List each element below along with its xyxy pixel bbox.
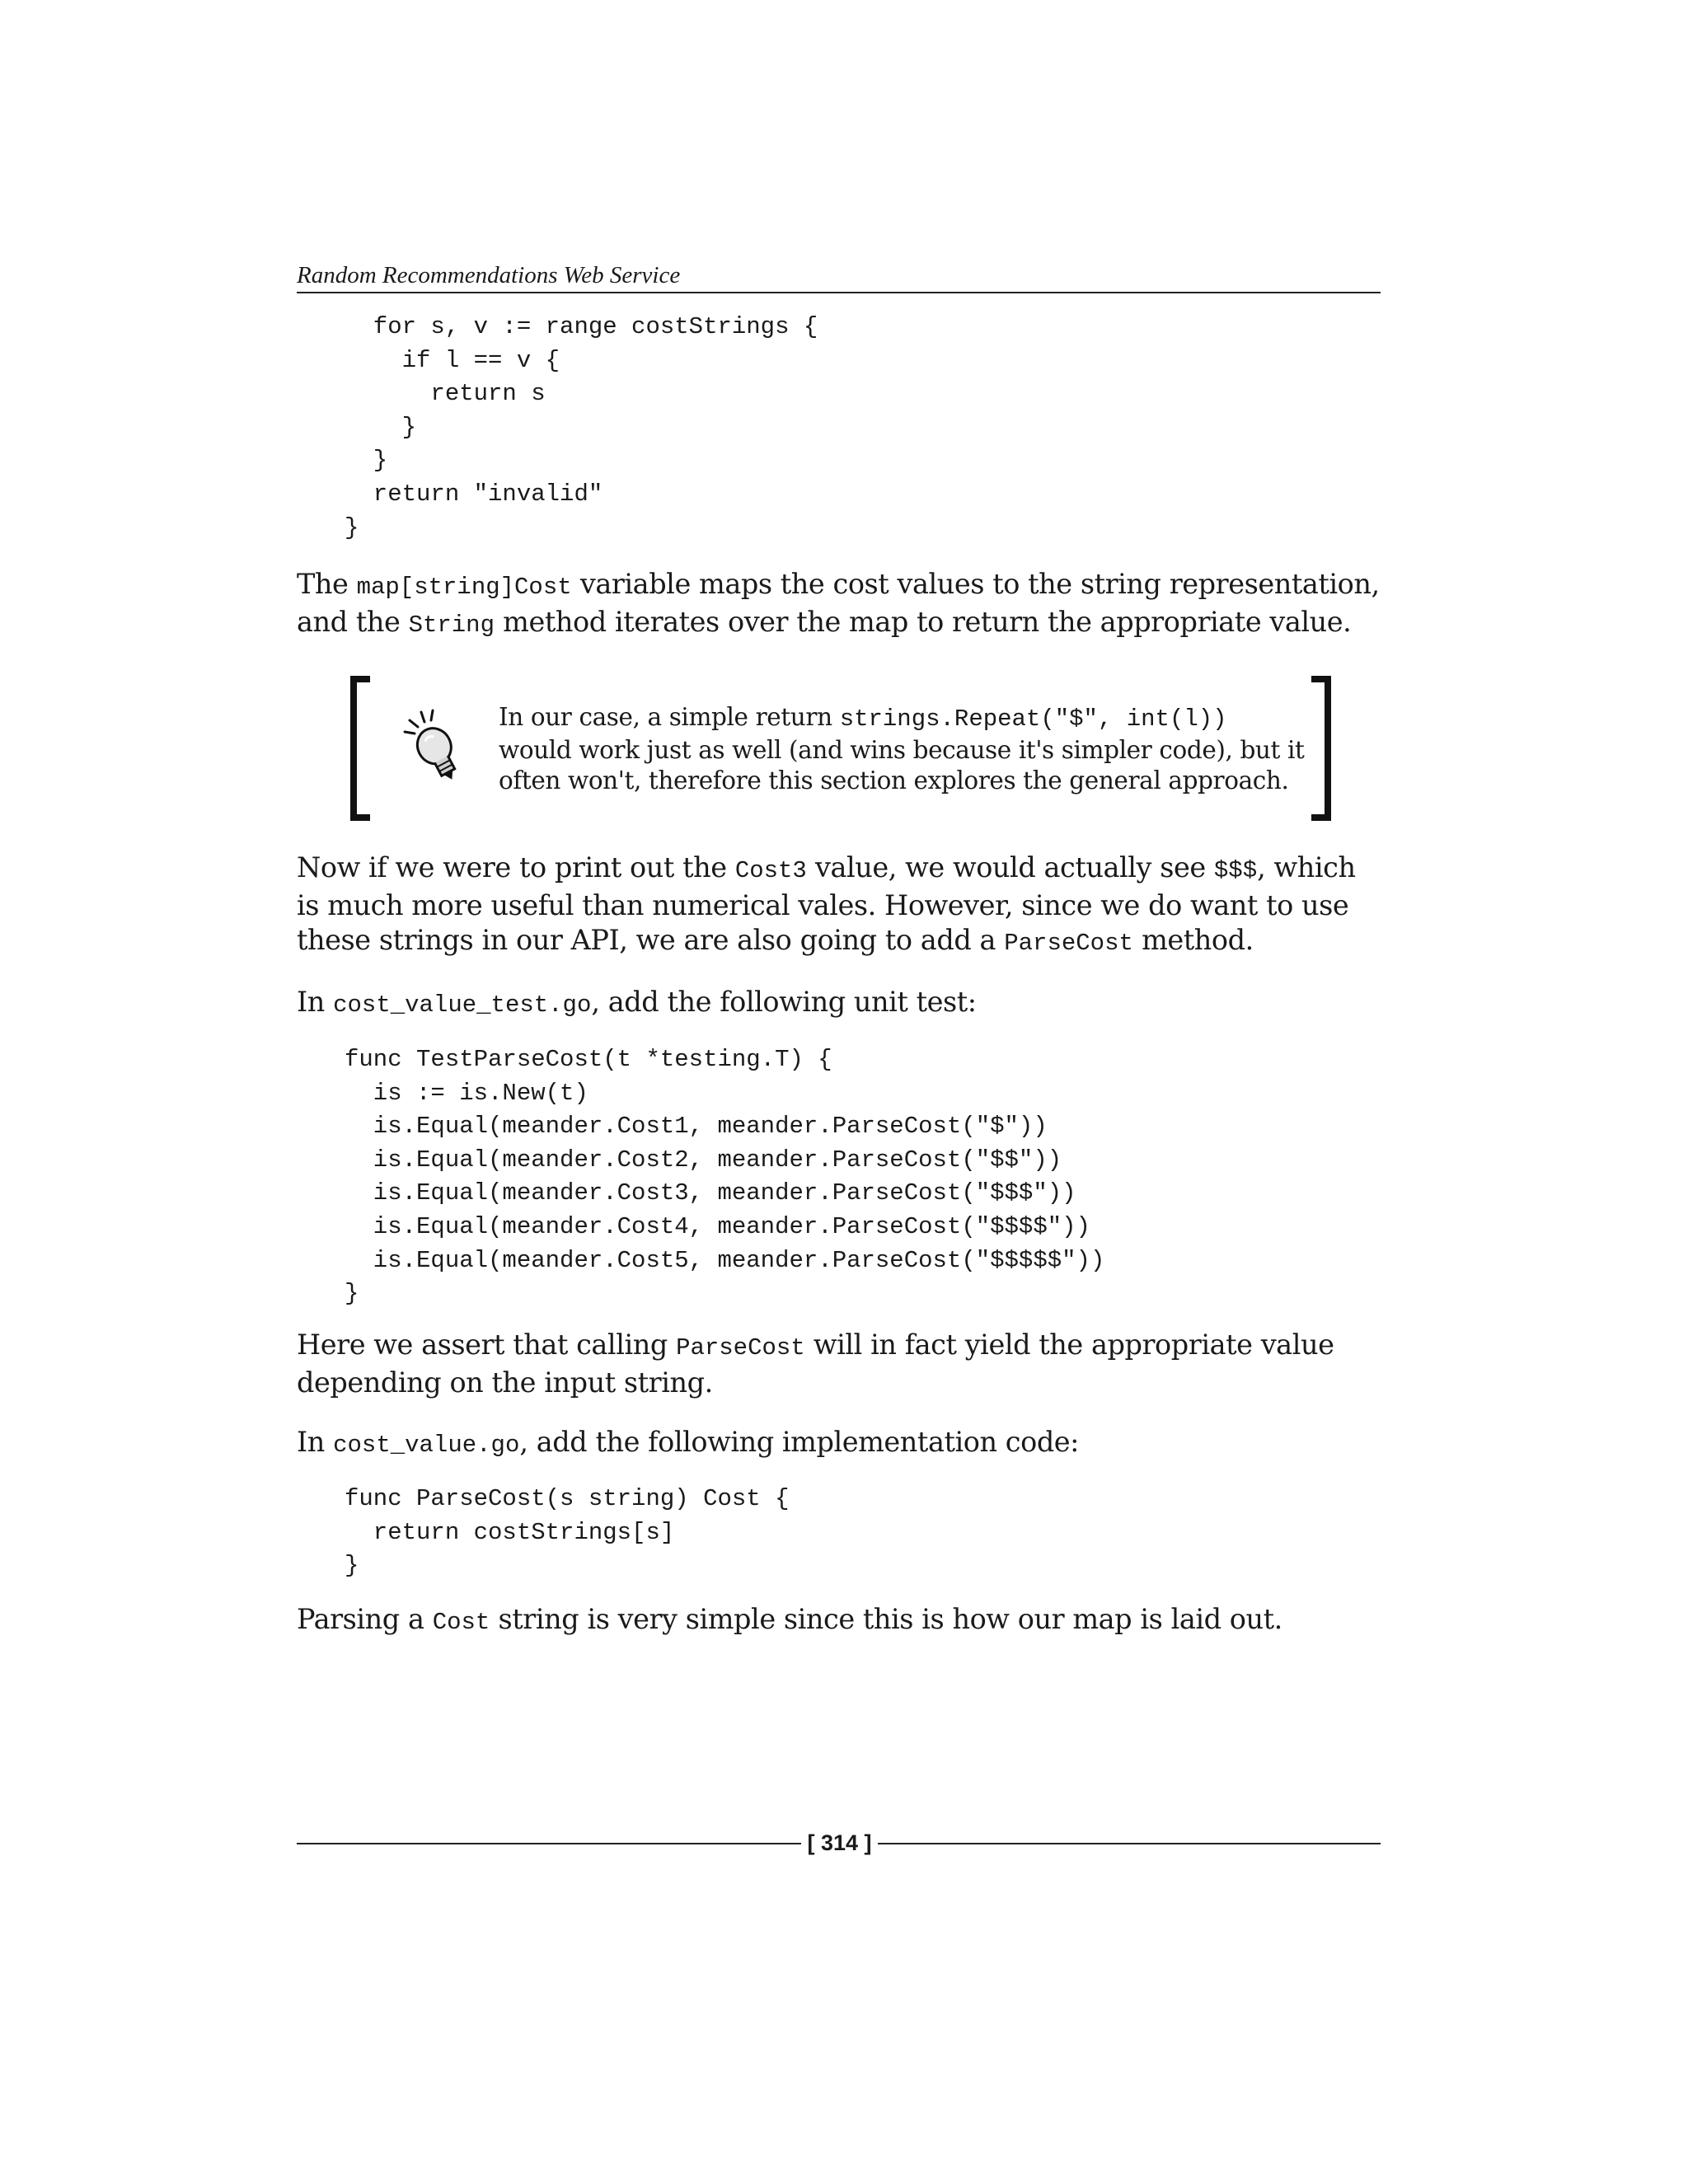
footer-rule-right <box>878 1843 1381 1844</box>
code-block-unit-test <box>345 1043 1104 1311</box>
inline-code: Cost3 <box>734 857 807 884</box>
tip-text: In our case, a simple return strings.Repeat("$", int(l)) would work just as well (and wins because it's simpler code), but it often won't, therefore this section explores the general approach. <box>499 703 1305 794</box>
paragraph-cost3-value: Now if we were to print out the Cost3 value, we would actually see $$$, which is much more useful than numerical vales. However, since we do want to use these strings in our API, we are also going to add a ParseCost method. <box>297 851 1356 957</box>
running-title: Random Recommendations Web Service <box>297 262 681 288</box>
footer-rule-left <box>297 1843 801 1844</box>
code-line: func ParseCost(s string) Cost { <box>345 1485 790 1512</box>
inline-code: $$$ <box>1213 857 1258 884</box>
code-line: return costStrings[s] <box>345 1518 675 1546</box>
code-line: func TestParseCost(t *testing.T) { <box>345 1046 832 1073</box>
paragraph-map-explanation: The map[string]Cost variable maps the cost values to the string representation, and the String method iterates over the map to return the appropriate value. <box>297 568 1380 639</box>
inline-code: ParseCost <box>676 1334 805 1361</box>
code-line: } <box>345 413 417 441</box>
code-line: } <box>345 513 359 541</box>
inline-code: cost_value_test.go <box>333 991 592 1019</box>
page-footer <box>297 1826 1381 1859</box>
code-line: is.Equal(meander.Cost2, meander.ParseCost("$$")) <box>345 1146 1062 1174</box>
code-line: } <box>345 1280 359 1308</box>
code-line: is := is.New(t) <box>345 1079 588 1107</box>
inline-code: cost_value.go <box>333 1432 520 1459</box>
lightbulb-icon <box>401 709 469 791</box>
page-number: [ 314 ] <box>807 1830 872 1855</box>
inline-code: strings.Repeat("$", int(l)) <box>839 705 1227 733</box>
inline-code: ParseCost <box>1004 930 1133 957</box>
code-line: is.Equal(meander.Cost4, meander.ParseCost("$$$$")) <box>345 1212 1090 1240</box>
running-header <box>297 259 1381 293</box>
code-line: return "invalid" <box>345 480 603 508</box>
paragraph-parsing-summary: Parsing a Cost string is very simple since this is how our map is laid out. <box>297 1603 1282 1636</box>
inline-code: map[string]Cost <box>356 574 572 601</box>
code-line: is.Equal(meander.Cost5, meander.ParseCost("$$$$$")) <box>345 1246 1105 1274</box>
code-line: } <box>345 447 388 475</box>
code-block-parse-cost <box>345 1483 790 1583</box>
inline-code: String <box>408 612 495 639</box>
code-line: if l == v { <box>345 346 560 374</box>
code-block-string-method <box>345 311 818 545</box>
code-line: for s, v := range costStrings { <box>345 313 818 340</box>
code-line: is.Equal(meander.Cost3, meander.ParseCost("$$$")) <box>345 1179 1076 1207</box>
left-bracket <box>350 676 370 821</box>
code-line: return s <box>345 380 546 408</box>
paragraph-assert-explanation: Here we assert that calling ParseCost will in fact yield the appropriate value depending on the input string. <box>297 1329 1334 1399</box>
tip-callout <box>350 676 1331 824</box>
paragraph-implementation-intro: In cost_value.go, add the following implementation code: <box>297 1426 1080 1459</box>
code-line: } <box>345 1552 359 1580</box>
paragraph-unit-test-intro: In cost_value_test.go, add the following unit test: <box>297 986 977 1019</box>
right-bracket <box>1311 676 1331 821</box>
code-line: is.Equal(meander.Cost1, meander.ParseCost("$")) <box>345 1113 1048 1141</box>
inline-code: Cost <box>432 1609 490 1636</box>
